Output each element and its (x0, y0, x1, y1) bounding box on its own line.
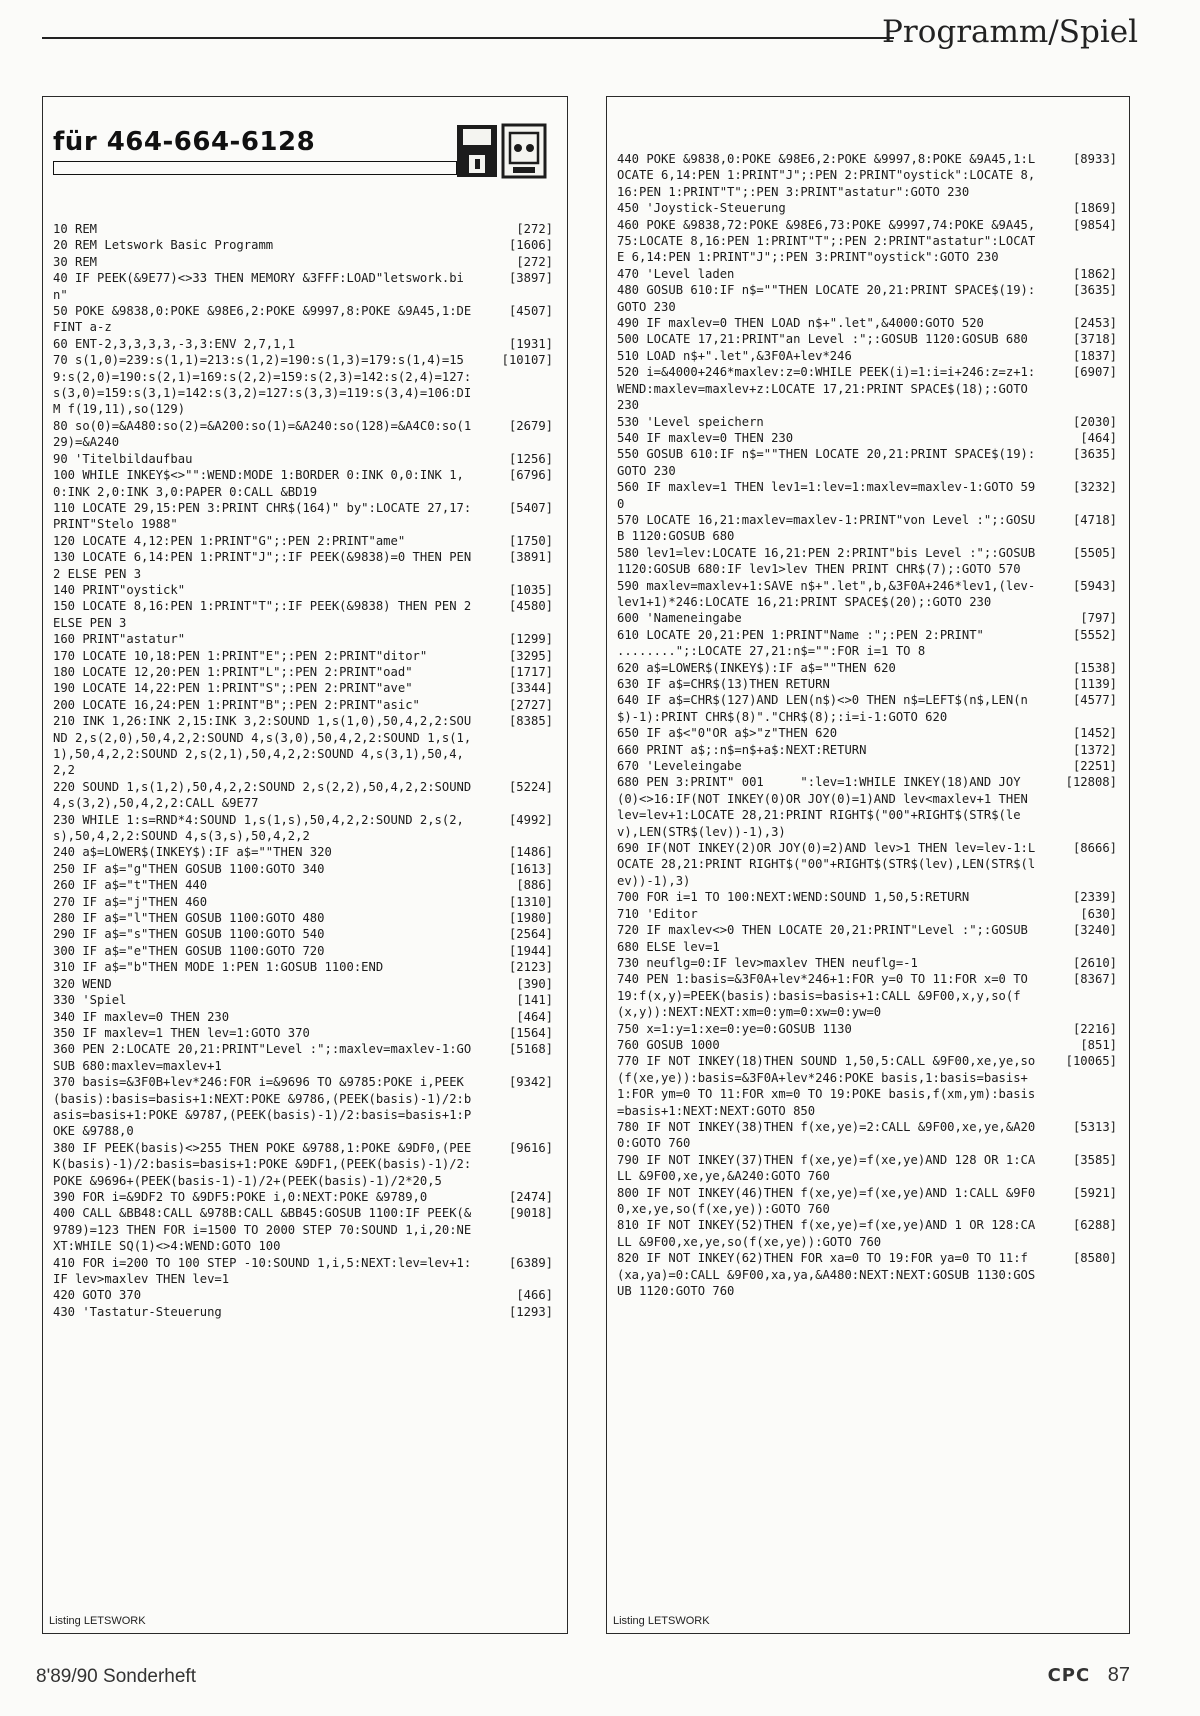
code-text: 620 a$=LOWER$(INKEY$):IF a$=""THEN 620 (617, 660, 896, 675)
code-line (53, 959, 553, 975)
code-text: 440 POKE &9838,0:POKE &98E6,2:POKE &9997,8:POKE &9A45,1:LOCATE 6,14:PEN 1:PRINT"J";:PEN 2:PRINT"oystick":LOCATE 8,16:PEN 1:PRINT"T";:PEN 3:PRINT"astatur":GOTO 230 (617, 152, 1036, 199)
line-checksum: [2474] (508, 1189, 553, 1204)
line-checksum: [630] (1080, 906, 1117, 921)
code-line (53, 861, 553, 877)
code-text: 410 FOR i=200 TO 100 STEP -10:SOUND 1,i,5:NEXT:lev=lev+1:IF lev>maxlev THEN lev=1 (53, 1255, 472, 1286)
line-checksum: [1717] (508, 664, 553, 679)
line-checksum: [851] (1080, 1037, 1117, 1052)
line-checksum: [3240] (1072, 923, 1117, 938)
code-text: 260 IF a$="t"THEN 440 (53, 878, 208, 893)
line-checksum: [2610] (1072, 955, 1117, 970)
code-line (53, 270, 553, 303)
line-checksum: [2339] (1072, 890, 1117, 905)
code-text: 500 LOCATE 17,21:PRINT"an Level :";:GOSUB 1120:GOSUB 680 (617, 332, 1028, 347)
line-checksum: [8385] (508, 714, 553, 729)
code-line (617, 742, 1117, 758)
code-line (53, 844, 553, 860)
line-checksum: [272] (516, 254, 553, 269)
code-listing-left (53, 221, 553, 1320)
line-checksum: [3891] (508, 550, 553, 565)
code-line (53, 1140, 553, 1189)
line-checksum: [12808] (1065, 775, 1117, 790)
line-checksum: [4718] (1072, 512, 1117, 527)
line-checksum: [3635] (1072, 283, 1117, 298)
line-checksum: [5407] (508, 500, 553, 515)
code-line (53, 418, 553, 451)
listing-panel-left (42, 96, 568, 1634)
line-checksum: [2679] (508, 418, 553, 433)
code-text: 220 SOUND 1,s(1,2),50,4,2,2:SOUND 2,s(2,2),50,4,2,2:SOUND 4,s(3,2),50,4,2,2:CALL &9E77 (53, 779, 479, 811)
code-line (617, 725, 1117, 741)
code-line (617, 331, 1117, 347)
code-line (617, 906, 1117, 922)
code-line (617, 348, 1117, 364)
code-text: 60 ENT-2,3,3,3,3,-3,3:ENV 2,7,1,1 (53, 336, 296, 351)
code-text: 580 lev1=lev:LOCATE 16,21:PEN 2:PRINT"bis Level :";:GOSUB 1120:GOSUB 680:IF lev1>lev THEN PRINT CHR$(7);:GOTO 570 (617, 545, 1043, 577)
code-text: 140 PRINT"oystick" (53, 582, 186, 597)
code-text: 400 CALL &BB48:CALL &978B:CALL &BB45:GOSUB 1100:IF PEEK(&9789)=123 THEN FOR i=1500 TO 2000 STEP 70:SOUND 1,i,20:NEXT:WHILE SQ(1)<>4:WEND:GOTO 100 (53, 1206, 472, 1254)
code-text: 320 WEND (53, 976, 112, 991)
code-line (53, 254, 553, 270)
line-checksum: [5313] (1072, 1119, 1117, 1134)
code-line (53, 582, 553, 598)
line-checksum: [1486] (508, 845, 553, 860)
code-text: 520 i=&4000+246*maxlev:z=0:WHILE PEEK(i)=1:i=i+246:z=z+1:WEND:maxlev=maxlev+z:LOCATE 17,21:PRINT SPACE$(18);:GOTO 230 (617, 365, 1036, 413)
code-text: 680 PEN 3:PRINT" 001 ":lev=1:WHILE INKEY(18)AND JOY(0)<>16:IF(NOT INKEY(0)OR JOY(0)=1)AND lev<maxlev+1 THEN lev=lev+1:LOCATE 28,21:PRINT RIGHT$("00"+RIGHT$(STR$(lev),LEN(STR$(lev))-1),3) (617, 775, 1036, 839)
code-line (617, 1217, 1117, 1250)
code-text: 540 IF maxlev=0 THEN 230 (617, 430, 794, 445)
code-line (617, 1119, 1117, 1152)
code-line (617, 660, 1117, 676)
code-text: 270 IF a$="j"THEN 460 (53, 894, 208, 909)
line-checksum: [2030] (1072, 414, 1117, 429)
code-text: 480 GOSUB 610:IF n$=""THEN LOCATE 20,21:PRINT SPACE$(19):GOTO 230 (617, 283, 1036, 314)
code-line (53, 910, 553, 926)
line-checksum: [3344] (508, 681, 553, 696)
code-line (53, 631, 553, 647)
code-text: 760 GOSUB 1000 (617, 1037, 720, 1052)
code-text: 750 x=1:y=1:xe=0:ye=0:GOSUB 1130 (617, 1021, 852, 1036)
line-checksum: [5505] (1072, 545, 1117, 560)
code-text: 290 IF a$="s"THEN GOSUB 1100:GOTO 540 (53, 927, 325, 942)
floppy-disk-icon (451, 121, 551, 181)
line-checksum: [9616] (508, 1140, 553, 1155)
code-text: 650 IF a$<"0"OR a$>"z"THEN 620 (617, 726, 838, 741)
line-checksum: [464] (1080, 430, 1117, 445)
line-checksum: [1035] (508, 582, 553, 597)
code-text: 590 maxlev=maxlev+1:SAVE n$+".let",b,&3F0A+246*lev1,(lev-lev1+1)*246:LOCATE 16,21:PRINT SPACE$(20);:GOTO 230 (617, 578, 1036, 609)
code-line (53, 812, 553, 845)
code-line (617, 200, 1117, 216)
line-checksum: [5921] (1072, 1185, 1117, 1200)
line-checksum: [6907] (1072, 365, 1117, 380)
line-checksum: [390] (516, 976, 553, 991)
line-checksum: [2123] (508, 960, 553, 975)
cpc-logo: CPC (1047, 1665, 1091, 1686)
code-line (53, 237, 553, 253)
code-line (617, 676, 1117, 692)
code-line (53, 680, 553, 696)
code-text: 190 LOCATE 14,22:PEN 1:PRINT"S";:PEN 2:PRINT"ave" (53, 681, 413, 696)
code-line (617, 1152, 1117, 1185)
code-text: 310 IF a$="b"THEN MODE 1:PEN 1:GOSUB 1100:END (53, 960, 384, 975)
code-text: 390 FOR i=&9DF2 TO &9DF5:POKE i,0:NEXT:POKE &9789,0 (53, 1189, 428, 1204)
code-line (53, 1255, 553, 1288)
code-line (617, 1037, 1117, 1053)
line-checksum: [3585] (1072, 1152, 1117, 1167)
line-checksum: [1613] (508, 861, 553, 876)
code-text: 530 'Level speichern (617, 414, 764, 429)
line-checksum: [10107] (501, 353, 553, 368)
code-line (617, 692, 1117, 725)
line-checksum: [1862] (1072, 266, 1117, 281)
line-checksum: [10065] (1065, 1054, 1117, 1069)
code-text: 90 'Titelbildaufbau (53, 451, 193, 466)
code-line (617, 266, 1117, 282)
footer-page-info (1048, 1664, 1130, 1687)
code-text: 120 LOCATE 4,12:PEN 1:PRINT"G";:PEN 2:PRINT"ame" (53, 533, 406, 548)
line-checksum: [3295] (508, 648, 553, 663)
code-line (53, 1304, 553, 1320)
code-text: 30 REM (53, 254, 98, 269)
line-checksum: [3232] (1072, 480, 1117, 495)
line-checksum: [4507] (508, 304, 553, 319)
line-checksum: [8580] (1072, 1251, 1117, 1266)
code-text: 690 IF(NOT INKEY(2)OR JOY(0)=2)AND lev>1 THEN lev=lev-1:LOCATE 28,21:PRINT RIGHT$("00"+RIGHT$(STR$(lev),LEN(STR$(lev))-1),3) (617, 841, 1036, 888)
code-line (53, 697, 553, 713)
code-line (53, 1041, 553, 1074)
listing-panel-right (606, 96, 1130, 1634)
platform-label: für 464-664-6128 (53, 127, 316, 157)
code-line (53, 976, 553, 992)
code-line (53, 877, 553, 893)
code-line (617, 151, 1117, 200)
code-line (617, 758, 1117, 774)
line-checksum: [1564] (508, 1025, 553, 1040)
line-checksum: [1837] (1072, 348, 1117, 363)
page-number: 87 (1107, 1664, 1130, 1686)
code-text: 700 FOR i=1 TO 100:NEXT:WEND:SOUND 1,50,5:RETURN (617, 890, 970, 905)
code-line (617, 627, 1117, 660)
code-line (617, 1021, 1117, 1037)
line-checksum: [1980] (508, 911, 553, 926)
line-checksum: [4577] (1072, 693, 1117, 708)
code-text: 100 WHILE INKEY$<>"":WEND:MODE 1:BORDER 0:INK 0,0:INK 1,0:INK 2,0:INK 3,0:PAPER 0:CALL &BD19 (53, 468, 464, 499)
code-line (53, 992, 553, 1008)
code-line (617, 922, 1117, 955)
code-line (53, 779, 553, 812)
line-checksum: [6796] (508, 468, 553, 483)
code-text: 560 IF maxlev=1 THEN lev1=1:lev=1:maxlev=maxlev-1:GOTO 590 (617, 480, 1036, 511)
code-line (53, 648, 553, 664)
code-line (617, 971, 1117, 1020)
line-checksum: [6288] (1072, 1218, 1117, 1233)
code-line (53, 336, 553, 352)
line-checksum: [1931] (508, 336, 553, 351)
line-checksum: [1944] (508, 943, 553, 958)
line-checksum: [2727] (508, 697, 553, 712)
line-checksum: [4992] (508, 812, 553, 827)
line-checksum: [1299] (508, 632, 553, 647)
code-line (617, 282, 1117, 315)
code-text: 790 IF NOT INKEY(37)THEN f(xe,ye)=f(xe,ye)AND 128 OR 1:CALL &9F00,xe,ye,&A240:GOTO 760 (617, 1152, 1036, 1184)
line-checksum: [1293] (508, 1304, 553, 1319)
code-listing-right (617, 151, 1117, 1299)
code-line (617, 1053, 1117, 1119)
banner-bar (53, 161, 457, 175)
line-checksum: [2564] (508, 927, 553, 942)
code-text: 730 neuflg=0:IF lev>maxlev THEN neuflg=-1 (617, 955, 918, 970)
line-checksum: [1372] (1072, 742, 1117, 757)
line-checksum: [464] (516, 1009, 553, 1024)
line-checksum: [8666] (1072, 841, 1117, 856)
line-checksum: [1606] (508, 238, 553, 253)
code-text: 50 POKE &9838,0:POKE &98E6,2:POKE &9997,8:POKE &9A45,1:DEFINT a-z (53, 304, 472, 335)
code-line (53, 598, 553, 631)
code-text: 380 IF PEEK(basis)<>255 THEN POKE &9788,1:POKE &9DF0,(PEEK(basis)-1)/2:basis=basis+1:POKE &9DF1,(PEEK(basis)-1)/2:POKE &9696+(PEEK(basis-1)-1)/2+(PEEK(basis)-1)/2*20,5 (53, 1140, 472, 1188)
line-checksum: [9342] (508, 1075, 553, 1090)
code-text: 230 WHILE 1:s=RND*4:SOUND 1,s(1,s),50,4,2,2:SOUND 2,s(2,s),50,4,2,2:SOUND 4,s(3,s),50,4,2,2 (53, 812, 464, 844)
line-checksum: [8933] (1072, 152, 1117, 166)
code-text: 340 IF maxlev=0 THEN 230 (53, 1009, 230, 1024)
code-text: 70 s(1,0)=239:s(1,1)=213:s(1,2)=190:s(1,3)=179:s(1,4)=159:s(2,0)=190:s(2,1)=169:s(2,2)=159:s(2,3)=142:s(2,4)=127:s(3,0)=159:s(3,1)=142:s(3,2)=127:s(3,3)=119:s(3,4)=106:DIM f(19,11),so(129) (53, 353, 472, 417)
line-checksum: [1310] (508, 894, 553, 909)
code-line (617, 774, 1117, 840)
code-text: 640 IF a$=CHR$(127)AND LEN(n$)<>0 THEN n$=LEFT$(n$,LEN(n$)-1):PRINT CHR$(8)"."CHR$(8);:i=i-1:GOTO 620 (617, 693, 1028, 724)
code-text: 570 LOCATE 16,21:maxlev=maxlev-1:PRINT"von Level :";:GOSUB 1120:GOSUB 680 (617, 512, 1036, 544)
code-text: 170 LOCATE 10,18:PEN 1:PRINT"E";:PEN 2:PRINT"ditor" (53, 648, 428, 663)
code-line (53, 451, 553, 467)
code-text: 430 'Tastatur-Steuerung (53, 1304, 222, 1319)
code-text: 420 GOTO 370 (53, 1288, 142, 1303)
line-checksum: [5224] (508, 779, 553, 794)
code-text: 180 LOCATE 12,20:PEN 1:PRINT"L";:PEN 2:PRINT"oad" (53, 664, 413, 679)
code-line (53, 500, 553, 533)
line-checksum: [2251] (1072, 759, 1117, 774)
code-text: 300 IF a$="e"THEN GOSUB 1100:GOTO 720 (53, 943, 325, 958)
code-text: 330 'Spiel (53, 993, 127, 1008)
code-text: 110 LOCATE 29,15:PEN 3:PRINT CHR$(164)" by":LOCATE 27,17:PRINT"Stelo 1988" (53, 500, 472, 532)
code-line (53, 926, 553, 942)
code-line (617, 545, 1117, 578)
code-text: 490 IF maxlev=0 THEN LOAD n$+".let",&4000:GOTO 520 (617, 316, 984, 331)
code-text: 240 a$=LOWER$(INKEY$):IF a$=""THEN 320 (53, 845, 332, 860)
line-checksum: [3897] (508, 271, 553, 286)
line-checksum: [5168] (508, 1042, 553, 1057)
code-line (617, 512, 1117, 545)
code-text: 670 'Leveleingabe (617, 759, 742, 774)
code-text: 740 PEN 1:basis=&3F0A+lev*246+1:FOR y=0 TO 11:FOR x=0 TO 19:f(x,y)=PEEK(basis):basis=basis+1:CALL &9F00,x,y,so(f(x,y)):NEXT:NEXT:xm=0:ym=0:xw=0:yw=0 (617, 972, 1036, 1020)
code-line (617, 840, 1117, 889)
code-line (617, 430, 1117, 446)
code-text: 280 IF a$="l"THEN GOSUB 1100:GOTO 480 (53, 911, 325, 926)
code-text: 130 LOCATE 6,14:PEN 1:PRINT"J";:IF PEEK(&9838)=0 THEN PEN 2 ELSE PEN 3 (53, 550, 479, 581)
code-line (617, 1185, 1117, 1218)
line-checksum: [8367] (1072, 972, 1117, 987)
code-text: 150 LOCATE 8,16:PEN 1:PRINT"T";:IF PEEK(&9838) THEN PEN 2 ELSE PEN 3 (53, 599, 479, 630)
line-checksum: [5943] (1072, 578, 1117, 593)
platform-banner (53, 121, 553, 181)
line-checksum: [3718] (1072, 332, 1117, 347)
header-rule (42, 37, 894, 39)
line-checksum: [9854] (1072, 217, 1117, 232)
line-checksum: [9018] (508, 1206, 553, 1221)
code-line (53, 943, 553, 959)
code-text: 780 IF NOT INKEY(38)THEN f(xe,ye)=2:CALL &9F00,xe,ye,&A200:GOTO 760 (617, 1119, 1036, 1151)
code-text: 770 IF NOT INKEY(18)THEN SOUND 1,50,5:CALL &9F00,xe,ye,so(f(xe,ye)):basis=&3F0A+lev*246:POKE basis,1:basis=basis+1:FOR ym=0 TO 11:FOR xm=0 TO 19:POKE basis,f(xm,ym):basis=basis+1:NEXT:NEXT:GOTO 850 (617, 1054, 1036, 1118)
code-text: 800 IF NOT INKEY(46)THEN f(xe,ye)=f(xe,ye)AND 1:CALL &9F00,xe,ye,so(f(xe,ye)):GOTO 760 (617, 1185, 1036, 1216)
code-text: 250 IF a$="g"THEN GOSUB 1100:GOTO 340 (53, 861, 325, 876)
code-line (617, 578, 1117, 611)
code-line (617, 414, 1117, 430)
code-line (617, 889, 1117, 905)
code-text: 710 'Editor (617, 906, 698, 921)
line-checksum: [1538] (1072, 660, 1117, 675)
code-text: 10 REM (53, 222, 98, 236)
code-text: 350 IF maxlev=1 THEN lev=1:GOTO 370 (53, 1025, 310, 1040)
code-text: 200 LOCATE 16,24:PEN 1:PRINT"B";:PEN 2:PRINT"asic" (53, 697, 420, 712)
code-line (53, 1025, 553, 1041)
code-line (53, 533, 553, 549)
line-checksum: [2453] (1072, 316, 1117, 331)
code-line (53, 1074, 553, 1140)
code-text: 600 'Nameneingabe (617, 611, 742, 626)
code-line (617, 364, 1117, 413)
code-line (617, 479, 1117, 512)
code-line (53, 1205, 553, 1254)
line-checksum: [6389] (508, 1255, 553, 1270)
code-text: 370 basis=&3F0B+lev*246:FOR i=&9696 TO &9785:POKE i,PEEK(basis):basis=basis+1:NEXT:POKE &9786,(PEEK(basis)-1)/2:basis=basis+1:POKE &9787,(PEEK(basis)-1)/2:basis=basis+1:POKE &9788,0 (53, 1075, 472, 1139)
line-checksum: [3635] (1072, 447, 1117, 462)
code-text: 610 LOCATE 20,21:PEN 1:PRINT"Name :";:PEN 2:PRINT" ........";:LOCATE 27,21:n$="":FOR i=1 TO 8 (617, 627, 992, 659)
code-text: 660 PRINT a$;:n$=n$+a$:NEXT:RETURN (617, 742, 867, 757)
code-line (617, 1250, 1117, 1299)
line-checksum: [886] (516, 878, 553, 893)
code-text: 360 PEN 2:LOCATE 20,21:PRINT"Level :";:maxlev=maxlev-1:GOSUB 680:maxlev=maxlev+1 (53, 1042, 472, 1073)
section-title: Programm/Spiel (882, 14, 1138, 50)
issue-label: 8'89/90 Sonderheft (36, 1666, 196, 1687)
line-checksum: [5552] (1072, 627, 1117, 642)
line-checksum: [2216] (1072, 1021, 1117, 1036)
listing-caption: Listing LETSWORK (613, 1615, 710, 1627)
line-checksum: [1750] (508, 533, 553, 548)
code-text: 550 GOSUB 610:IF n$=""THEN LOCATE 20,21:PRINT SPACE$(19):GOTO 230 (617, 447, 1036, 478)
line-checksum: [141] (516, 993, 553, 1008)
code-line (53, 221, 553, 237)
line-checksum: [1256] (508, 451, 553, 466)
code-line (53, 549, 553, 582)
listing-caption: Listing LETSWORK (49, 1615, 146, 1627)
code-line (53, 1287, 553, 1303)
code-line (53, 1189, 553, 1205)
code-text: 720 IF maxlev<>0 THEN LOCATE 20,21:PRINT"Level :";:GOSUB 680 ELSE lev=1 (617, 923, 1036, 954)
code-line (53, 352, 553, 418)
code-text: 40 IF PEEK(&9E77)<>33 THEN MEMORY &3FFF:LOAD"letswork.bin" (53, 271, 464, 302)
code-text: 510 LOAD n$+".let",&3F0A+lev*246 (617, 348, 852, 363)
code-line (617, 217, 1117, 266)
line-checksum: [1139] (1072, 677, 1117, 691)
code-line (53, 303, 553, 336)
code-line (617, 955, 1117, 971)
line-checksum: [466] (516, 1288, 553, 1303)
line-checksum: [272] (516, 222, 553, 236)
line-checksum: [797] (1080, 611, 1117, 626)
code-text: 20 REM Letswork Basic Programm (53, 238, 274, 253)
code-text: 470 'Level laden (617, 266, 735, 281)
code-line (53, 664, 553, 680)
code-text: 810 IF NOT INKEY(52)THEN f(xe,ye)=f(xe,ye)AND 1 OR 128:CALL &9F00,xe,ye,so(f(xe,ye)):GOTO 760 (617, 1218, 1036, 1249)
line-checksum: [1452] (1072, 726, 1117, 741)
code-text: 630 IF a$=CHR$(13)THEN RETURN (617, 677, 830, 691)
line-checksum: [4580] (508, 599, 553, 614)
code-text: 450 'Joystick-Steuerung (617, 201, 786, 216)
code-line (53, 467, 553, 500)
code-line (53, 713, 553, 779)
code-line (53, 894, 553, 910)
code-line (617, 610, 1117, 626)
code-text: 80 so(0)=&A480:so(2)=&A200:so(1)=&A240:so(128)=&A4C0:so(129)=&A240 (53, 418, 472, 450)
code-text: 160 PRINT"astatur" (53, 632, 186, 647)
code-line (617, 446, 1117, 479)
code-line (53, 1009, 553, 1025)
media-icons (451, 121, 551, 181)
code-text: 210 INK 1,26:INK 2,15:INK 3,2:SOUND 1,s(1,0),50,4,2,2:SOUND 2,s(2,0),50,4,2,2:SOUND 4,s(3,0),50,4,2,2:SOUND 1,s(1,1),50,4,2,2:SOUND 2,s(2,1),50,4,2,2:SOUND 4,s(3,1),50,4,2,2 (53, 714, 472, 778)
code-line (617, 315, 1117, 331)
code-text: 460 POKE &9838,72:POKE &98E6,73:POKE &9997,74:POKE &9A45,75:LOCATE 8,16:PEN 1:PRINT"T";:PEN 2:PRINT"astatur":LOCATE 6,14:PEN 1:PRINT"J";:PEN 3:PRINT"oystick":GOTO 230 (617, 217, 1036, 265)
code-text: 820 IF NOT INKEY(62)THEN FOR xa=0 TO 19:FOR ya=0 TO 11:f(xa,ya)=0:CALL &9F00,xa,ya,&A480:NEXT:NEXT:GOSUB 1130:GOSUB 1120:GOTO 760 (617, 1251, 1036, 1299)
line-checksum: [1869] (1072, 201, 1117, 216)
